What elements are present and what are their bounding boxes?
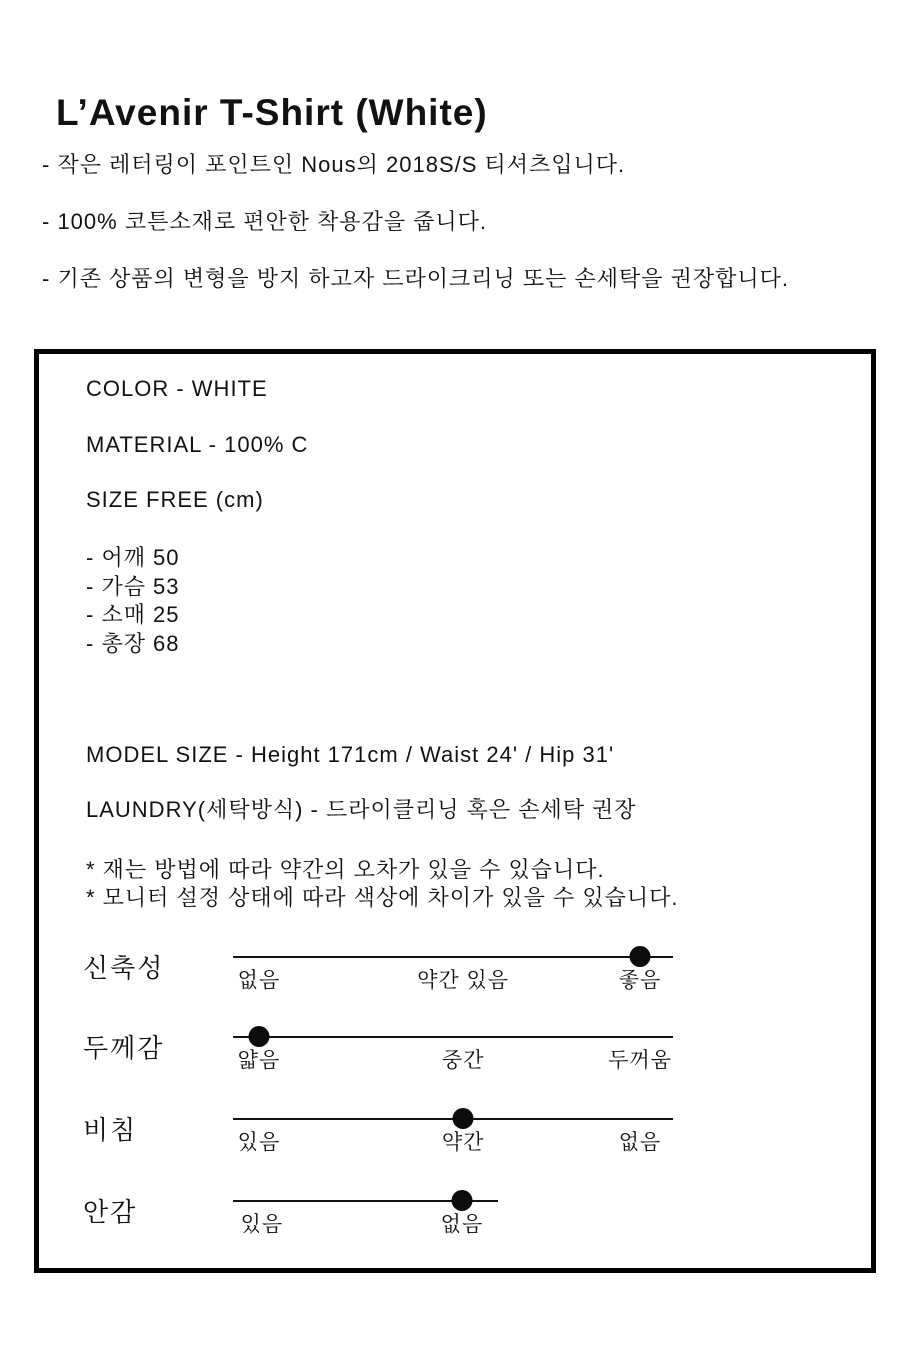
measurement-item: - 어깨 50 [86,545,180,570]
measurement-item: - 가슴 53 [86,573,180,599]
product-title: L’Avenir T-Shirt (White) [56,92,488,133]
attribute-slider-name: 두께감 [83,1033,165,1063]
attribute-slider-row [39,936,871,1006]
attribute-slider-row [39,1180,871,1250]
description-bullet: - 기존 상품의 변형을 방지 하고자 드라이크리닝 또는 손세탁을 권장합니다. [42,266,790,291]
description-bullet: - 작은 레터링이 포인트인 Nous의 2018S/S 티셔츠입니다. [42,152,626,177]
model-size-line: MODEL SIZE - Height 171cm / Waist 24' / Hip 31' [86,742,615,767]
description-bullet: - 100% 코튼소재로 편안한 착용감을 줍니다. [42,209,488,234]
material-line: MATERIAL - 100% C [86,432,309,457]
measurement-item: - 소매 25 [86,602,180,627]
slider-tick-label: 두꺼움 [608,1049,672,1072]
slider-track [233,1118,673,1154]
attribute-slider-name: 비침 [83,1115,138,1145]
attribute-slider-name: 신축성 [83,953,165,983]
laundry-line: LAUNDRY(세탁방식) - 드라이클리닝 혹은 손세탁 권장 [86,797,637,822]
slider-tick-label: 약간 [441,1131,485,1154]
slider-tick-label: 약간 있음 [417,969,510,992]
slider-tick-label: 없음 [237,969,281,992]
spec-box [34,349,876,1273]
slider-tick-label: 없음 [618,1131,662,1154]
color-line: COLOR - WHITE [86,376,268,401]
slider-tick-label: 있음 [240,1213,284,1236]
size-heading: SIZE FREE (cm) [86,487,264,512]
note-item: * 모니터 설정 상태에 따라 색상에 차이가 있을 수 있습니다. [86,885,679,910]
slider-tick-label: 얇음 [237,1049,281,1072]
measurement-item: - 총장 68 [86,630,180,656]
slider-track [233,956,673,992]
slider-tick-label: 없음 [440,1213,484,1236]
attribute-sliders [39,354,871,1268]
slider-dot-icon [451,1190,472,1211]
attribute-slider-name: 안감 [83,1197,138,1227]
slider-dot-icon [248,1026,269,1047]
slider-tick-label: 중간 [441,1049,485,1072]
attribute-slider-row [39,1016,871,1086]
slider-track [233,1200,498,1236]
slider-dot-icon [630,946,651,967]
slider-tick-label: 있음 [237,1131,281,1154]
slider-track [233,1036,673,1072]
attribute-slider-row [39,1098,871,1168]
slider-tick-label: 좋음 [618,969,662,992]
product-description-list [42,151,789,322]
slider-dot-icon [453,1108,474,1129]
note-item: * 재는 방법에 따라 약간의 오차가 있을 수 있습니다. [86,857,605,882]
